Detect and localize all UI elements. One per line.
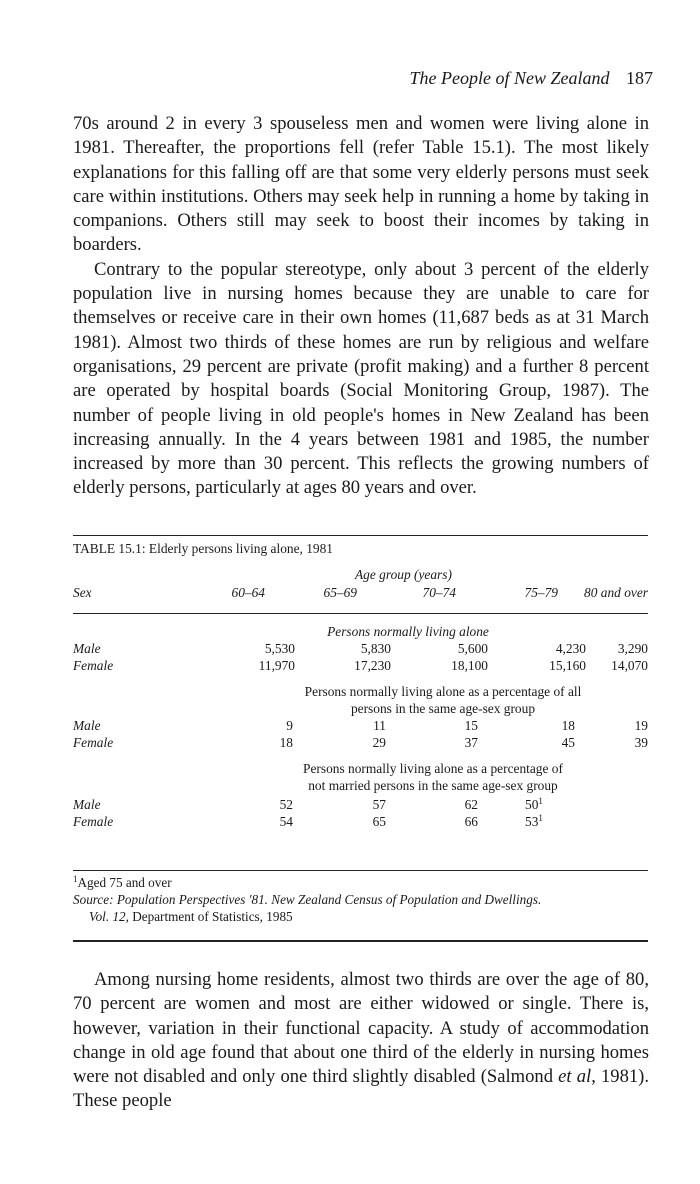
paragraph: 70s around 2 in every 3 spouseless men and women were living alone in 1981. Thereafter, the proportions fell (refer Table 15.1). The most likely explanations for this falling off are that some very elderly persons must seek care within institutions. Others may seek help in running a home by taking in companions. Others still may seek to boost their incomes by taking in boarders. [73,113,649,256]
row-label: Male [73,718,101,733]
col-header: 70–74 [422,585,456,600]
body-text-top [73,112,649,501]
table-cell: 66 [464,814,478,829]
table-cell: 15,160 [549,658,586,673]
table-footnote [73,874,172,891]
table-cell: 54 [279,814,293,829]
table-cell: 45 [561,735,575,750]
table-cell: 5,530 [264,641,295,656]
paragraph-text: Among nursing home residents, almost two thirds are over the age of 80, 70 percent are women and most are either widowed or single. There is, however, variation in their functional capacity. A study of accommodation change in old age found that about one third of the elderly in nursing homes were not disabled and only one third slightly disabled (Salmond [73,969,649,1088]
table-header-rule [73,613,648,614]
table-cell: 29 [372,735,386,750]
row-label: Female [73,658,114,673]
table-cell: 52 [279,797,293,812]
table-cell: 4,230 [555,641,586,656]
footnote-text: Aged 75 and over [77,875,172,890]
table-cell: 19 [634,718,648,733]
footnote-marker: 1 [538,796,543,806]
section-heading: persons in the same age-sex group [350,701,536,716]
table-cell: 65 [372,814,386,829]
cell-value: 53 [525,814,539,829]
table-cell: 15 [464,718,478,733]
paragraph: Contrary to the popular stereotype, only about 3 percent of the elderly population live in nursing homes because they are unable to care for themselves or receive care in their own homes (11,687 beds as at 31 March 1981). Almost two thirds of these homes are run by religious and welfare organisations, 29 percent are private (profit making) and a further 8 percent are operated by hospital boards (Social Monitoring Group, 1987). The number of people living in old people's homes in New Zealand has been increasing annually. In the 4 years between 1981 and 1985, the number increased by more than 30 percent. This reflects the growing numbers of elderly persons, particularly at ages 80 years and over. [73,258,649,499]
page-number: 187 [626,68,653,88]
table-cell: 17,230 [354,658,391,673]
row-label: Male [73,797,101,812]
footnote-marker: 1 [73,874,78,884]
table-top-rule [73,535,648,536]
book-title: The People of New Zealand [409,68,610,88]
row-label: Female [73,735,114,750]
sex-header: Sex [73,585,92,600]
col-header: 80 and over [584,585,648,600]
col-header: 75–79 [524,585,558,600]
section-heading: Persons normally living alone as a percentage of [303,761,563,776]
table-cell: 37 [464,735,478,750]
table-source [73,891,541,908]
footnote-marker: 1 [538,813,543,823]
table-cell: 11,970 [258,658,295,673]
section-heading: Persons normally living alone as a percentage of all [304,684,582,699]
table-cell: 3,290 [617,641,648,656]
table-cell [525,813,543,830]
row-label: Male [73,641,101,656]
table-caption: TABLE 15.1: Elderly persons living alone, 1981 [73,541,334,556]
row-label: Female [73,814,114,829]
section-heading: not married persons in the same age-sex group [308,778,558,793]
source-publisher: Department of Statistics, 1985 [132,909,293,924]
source-label: Source: [73,892,114,907]
table-cell: 18 [279,735,293,750]
table-source-continued [73,908,293,925]
table-cell: 18,100 [451,658,488,673]
source-volume: Vol. 12, [89,909,129,924]
col-header: 60–64 [231,585,265,600]
table-cell: 62 [464,797,478,812]
citation-et-al: et al [558,1066,592,1088]
paragraph-text-end: , 1981). These people [73,1066,650,1112]
table-cell: 9 [286,718,293,733]
section-end-rule [73,940,648,942]
section-heading: Persons normally living alone [327,624,489,639]
table-cell: 57 [372,797,386,812]
source-title: Population Perspectives '81. New Zealand Census of Population and Dwellings. [116,892,542,907]
table-cell [525,796,543,813]
table-cell: 14,070 [611,658,648,673]
running-header [60,68,653,89]
table-cell: 18 [561,718,575,733]
col-header: 65–69 [323,585,357,600]
table-bottom-rule [73,870,648,871]
table-cell: 39 [634,735,648,750]
cell-value: 50 [525,797,539,812]
paragraph [73,968,649,1114]
table-cell: 11 [373,718,386,733]
table-cell: 5,830 [360,641,391,656]
body-text-bottom [73,968,649,1114]
table-cell: 5,600 [457,641,488,656]
age-group-header: Age group (years) [355,567,452,582]
